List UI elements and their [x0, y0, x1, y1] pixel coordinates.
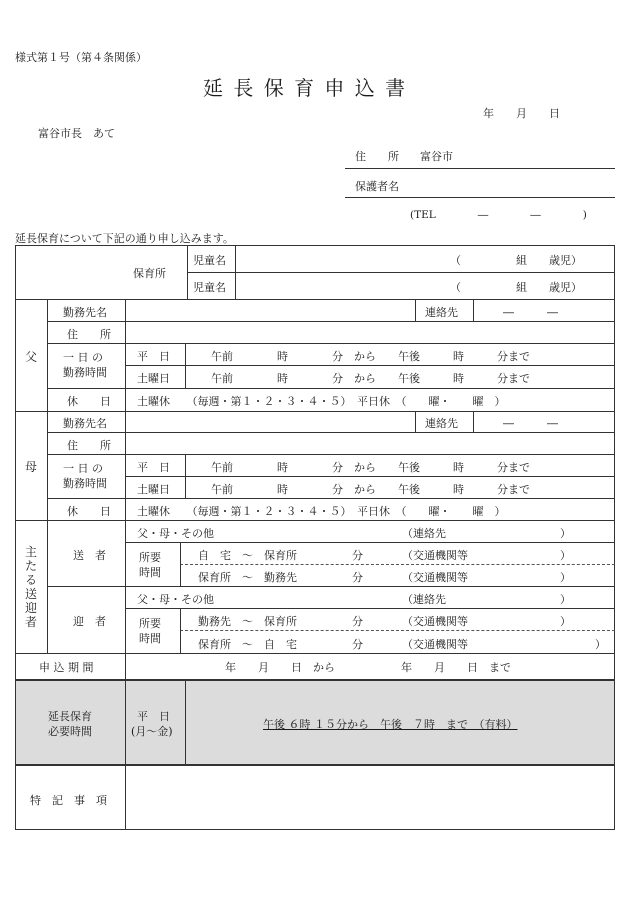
mother-weekday-label: 平 日 [137, 461, 170, 474]
receiver-close-2: ） [595, 638, 606, 651]
sender-transport-2: （交通機関等 [402, 571, 468, 584]
notes-label: 特 記 事 項 [30, 794, 107, 807]
mother-hours-label-1: 一 日 の [63, 462, 103, 475]
receiver-transport-1: （交通機関等 [402, 615, 468, 628]
father-saturday-label: 土曜日 [137, 372, 170, 385]
mother-section-label: 母 [25, 460, 38, 474]
guardian-label: 保護者名 [355, 180, 399, 193]
sender-minutes-2: 分 [352, 571, 363, 584]
child-class-2: （ 組 歳児） [450, 281, 582, 294]
extended-day-2: (月～金) [131, 725, 173, 738]
extended-time: 午後 ６時 １５分から 午後 ７時 まで （有料） [263, 718, 518, 731]
mother-weekday-time: 午前 時 分 から 午後 時 分まで [211, 461, 530, 474]
tel-field: (TEL ― ― ) [410, 209, 587, 221]
receiver-contact-close: ） [560, 593, 571, 606]
mother-holiday-label: 休 日 [67, 505, 111, 518]
extended-label-2: 必要時間 [48, 725, 92, 738]
father-hours-label-2: 勤務時間 [63, 366, 107, 379]
mother-saturday-time: 午前 時 分 から 午後 時 分まで [211, 483, 530, 496]
mother-contact-label: 連絡先 [425, 417, 458, 430]
period-label: 申 込 期 間 [39, 661, 94, 674]
receiver-route-2: 保育所 ～ 自 宅 [198, 638, 297, 651]
father-weekday-label: 平 日 [137, 350, 170, 363]
application-form-table [15, 245, 615, 830]
sender-minutes-1: 分 [352, 549, 363, 562]
page-title: 延 長 保 育 申 込 書 [203, 76, 408, 100]
father-workplace-label: 勤務先名 [63, 306, 107, 319]
receiver-required-2: 時間 [139, 632, 161, 645]
extended-day-1: 平 日 [137, 710, 170, 723]
mother-hours-label-2: 勤務時間 [63, 477, 107, 490]
father-weekday-time: 午前 時 分 から 午後 時 分まで [211, 350, 530, 363]
form-number: 様式第１号（第４条関係） [15, 51, 147, 64]
sender-contact: （連絡先 [402, 527, 446, 540]
receiver-minutes-1: 分 [352, 615, 363, 628]
address-underline [345, 168, 615, 169]
receiver-who: 父・母・その他 [137, 593, 214, 606]
sender-label: 送 者 [73, 549, 106, 562]
child-class-1: （ 組 歳児） [450, 254, 582, 267]
father-holiday-text: 土曜休 （毎週・第１・２・３・４・５） 平日休 （ 曜・ 曜 ） [137, 395, 506, 408]
father-holiday-label: 休 日 [67, 395, 111, 408]
address-label: 住 所 [355, 150, 399, 163]
intro-text: 延長保育について下記の通り申し込みます。 [15, 232, 234, 245]
mother-holiday-text: 土曜休 （毎週・第１・２・３・４・５） 平日休 （ 曜・ 曜 ） [137, 505, 506, 518]
guardian-underline [345, 197, 615, 198]
receiver-label: 迎 者 [73, 615, 106, 628]
receiver-route-1: 勤務先 ～ 保育所 [198, 615, 297, 628]
father-section-label: 父 [25, 350, 38, 364]
father-saturday-time: 午前 時 分 から 午後 時 分まで [211, 372, 530, 385]
date-field: 年 月 日 [483, 107, 560, 120]
receiver-close-1: ） [560, 615, 571, 628]
father-address-label: 住 所 [67, 328, 111, 341]
addressee: 富谷市長 あて [38, 127, 115, 140]
pickup-section-label: 主たる送迎者 [24, 545, 37, 629]
mother-contact-value: ― ― [503, 417, 558, 430]
mother-address-label: 住 所 [67, 439, 111, 452]
sender-route-2: 保育所 ～ 勤務先 [198, 571, 297, 584]
mother-saturday-label: 土曜日 [137, 483, 170, 496]
child-name-label-2: 児童名 [193, 281, 226, 294]
child-name-label-1: 児童名 [193, 254, 226, 267]
receiver-minutes-2: 分 [352, 638, 363, 651]
sender-close-1: ） [560, 549, 571, 562]
father-hours-label-1: 一 日 の [63, 351, 103, 364]
mother-workplace-label: 勤務先名 [63, 417, 107, 430]
sender-required-2: 時間 [139, 566, 161, 579]
sender-contact-close: ） [560, 527, 571, 540]
receiver-contact: （連絡先 [402, 593, 446, 606]
sender-transport-1: （交通機関等 [402, 549, 468, 562]
nursery-label: 保育所 [133, 267, 166, 280]
receiver-required-1: 所要 [139, 617, 161, 630]
father-contact-value: ― ― [503, 306, 558, 319]
sender-required-1: 所要 [139, 551, 161, 564]
sender-route-1: 自 宅 ～ 保育所 [198, 549, 297, 562]
receiver-transport-2: （交通機関等 [402, 638, 468, 651]
period-text: 年 月 日 から 年 月 日 まで [225, 661, 511, 674]
father-contact-label: 連絡先 [425, 306, 458, 319]
address-value: 富谷市 [420, 150, 453, 163]
extended-label-1: 延長保育 [48, 710, 92, 723]
sender-close-2: ） [560, 571, 571, 584]
sender-who: 父・母・その他 [137, 527, 214, 540]
